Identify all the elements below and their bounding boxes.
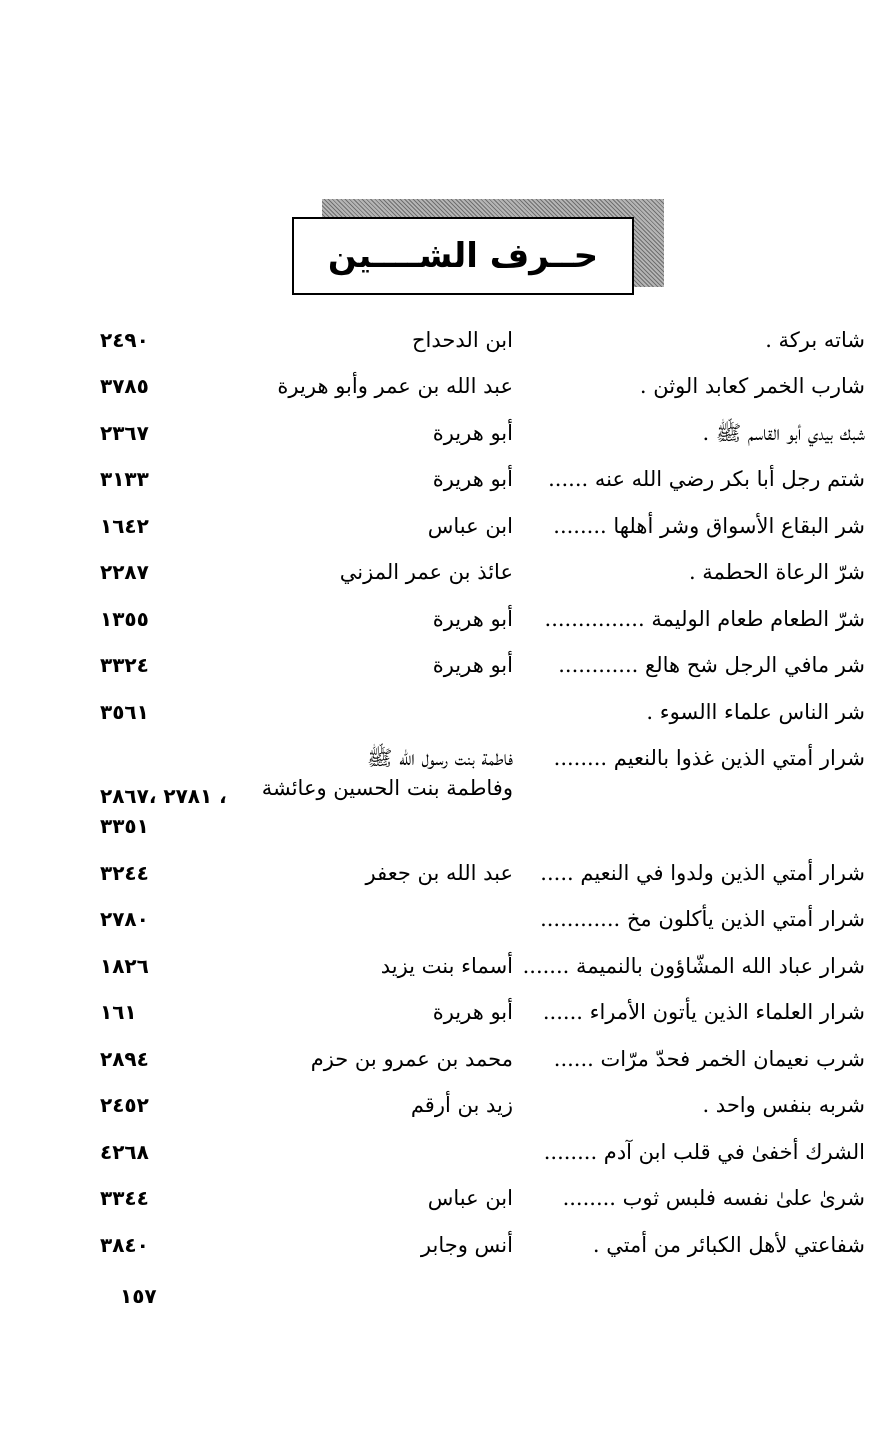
entry-text: شرب نعيمان الخمر فحدّ مرّات ......: [553, 1047, 865, 1071]
entry-narrator: ابن عباس: [427, 514, 513, 538]
entry-narrator: أنس وجابر: [420, 1233, 513, 1257]
entry-text: شرار أمتي الذين يأكلون مخ ............: [540, 907, 865, 931]
entry-number: ٣٣٢٤: [100, 653, 149, 677]
entry-number: ١٨٢٦: [100, 954, 149, 978]
entry-text: شبك بيدي أبو القاسم ﷺ .: [702, 421, 865, 445]
index-entry: [0, 604, 891, 644]
entry-narrator: ابن عباس: [427, 1186, 513, 1210]
entry-text: شربه بنفس واحد .: [702, 1093, 865, 1117]
entry-narrator: أبو هريرة: [432, 607, 513, 631]
entry-number: ٣٣٤٤: [100, 1186, 149, 1210]
entry-number: ٣٥٦١: [100, 700, 149, 724]
index-entry: [0, 1137, 891, 1177]
entry-text: شفاعتي لأهل الكبائر من أمتي .: [592, 1233, 865, 1257]
entry-narrator: عبد الله بن جعفر: [365, 861, 513, 885]
index-entry: [0, 997, 891, 1037]
index-entry: [0, 904, 891, 944]
entry-narrator: أسماء بنت يزيد: [380, 954, 513, 978]
entry-narrator: عبد الله بن عمر وأبو هريرة: [277, 374, 513, 398]
index-entry: [0, 951, 891, 991]
entry-number: ٢٣٦٧: [100, 421, 149, 445]
entry-text: شر الناس علماء االسوء .: [646, 700, 865, 724]
index-entry: [0, 1183, 891, 1223]
entry-number: ٣٨٤٠: [100, 1233, 149, 1257]
index-entry: [0, 325, 891, 365]
index-entry: [0, 1044, 891, 1084]
entry-number: ٢٢٨٧: [100, 560, 149, 584]
entry-text: الشرك أخفىٰ في قلب ابن آدم ........: [543, 1140, 865, 1164]
index-entry: [0, 371, 891, 411]
entry-text: شرّ الطعام طعام الوليمة ...............: [544, 607, 865, 631]
entry-number: ٣٢٤٤: [100, 861, 149, 885]
index-entry: [0, 650, 891, 690]
entry-narrator: عائذ بن عمر المزني: [339, 560, 513, 584]
entry-number-line: ٢٧٨١ ،٢٨٦٧ ،: [100, 784, 227, 808]
index-entry: [0, 1090, 891, 1130]
index-entry: [0, 743, 891, 843]
entry-text: شتم رجل أبا بكر رضي الله عنه ......: [548, 467, 865, 491]
index-entry: [0, 557, 891, 597]
entry-text: شر البقاع الأسواق وشر أهلها ........: [553, 514, 865, 538]
entry-number: ٢٧٨٠: [100, 907, 149, 931]
entry-text: شارب الخمر كعابد الوثن .: [639, 374, 865, 398]
entry-narrator: زيد بن أرقم: [410, 1093, 513, 1117]
entry-number-line: ٣٣٥١: [100, 814, 149, 838]
page-number: ١٥٧: [120, 1284, 157, 1308]
entry-text: شرىٰ علىٰ نفسه فلبس ثوب ........: [562, 1186, 865, 1210]
entry-number: ٢٨٩٤: [100, 1047, 149, 1071]
entry-number: ٢٤٩٠: [100, 328, 149, 352]
entry-number: ٣١٣٣: [100, 467, 149, 491]
index-entry: [0, 858, 891, 898]
entry-text: شرّ الرعاة الحطمة .: [688, 560, 865, 584]
entry-narrator: أبو هريرة: [432, 653, 513, 677]
entry-narrator: [263, 743, 513, 803]
entry-text: شرار عباد الله المشّاؤون بالنميمة .......: [522, 954, 865, 978]
entry-number: ١٦٤٢: [100, 514, 149, 538]
entry-narrator: أبو هريرة: [432, 421, 513, 445]
entry-narrator: أبو هريرة: [432, 467, 513, 491]
entry-text: شاته بركة .: [765, 328, 865, 352]
entry-number: ١٣٥٥: [100, 607, 149, 631]
entry-number: ١٦١: [100, 1000, 137, 1024]
entry-narrator-line: فاطمة بنت رسول الله ﷺ: [367, 746, 513, 770]
entry-text: شرار العلماء الذين يأتون الأمراء ......: [542, 1000, 865, 1024]
entry-text: شر مافي الرجل شح هالع ............: [558, 653, 865, 677]
entry-number: ٣٧٨٥: [100, 374, 149, 398]
index-entry: [0, 511, 891, 551]
section-title: حــرف الشــــين: [327, 236, 599, 276]
entry-text: شرار أمتي الذين ولدوا في النعيم .....: [540, 861, 865, 885]
entry-number: [100, 781, 260, 841]
entry-narrator: محمد بن عمرو بن حزم: [310, 1047, 513, 1071]
entry-narrator-line: وفاطمة بنت الحسين وعائشة: [261, 776, 513, 800]
index-entry: [0, 464, 891, 504]
index-entry: [0, 697, 891, 737]
entry-number: ٤٢٦٨: [100, 1140, 149, 1164]
entry-narrator: ابن الدحداح: [412, 328, 513, 352]
index-entry: [0, 1230, 891, 1270]
entry-text: شرار أمتي الذين غذوا بالنعيم ........: [553, 746, 865, 770]
entry-narrator: أبو هريرة: [432, 1000, 513, 1024]
entry-number: ٢٤٥٢: [100, 1093, 149, 1117]
index-entry: [0, 418, 891, 458]
